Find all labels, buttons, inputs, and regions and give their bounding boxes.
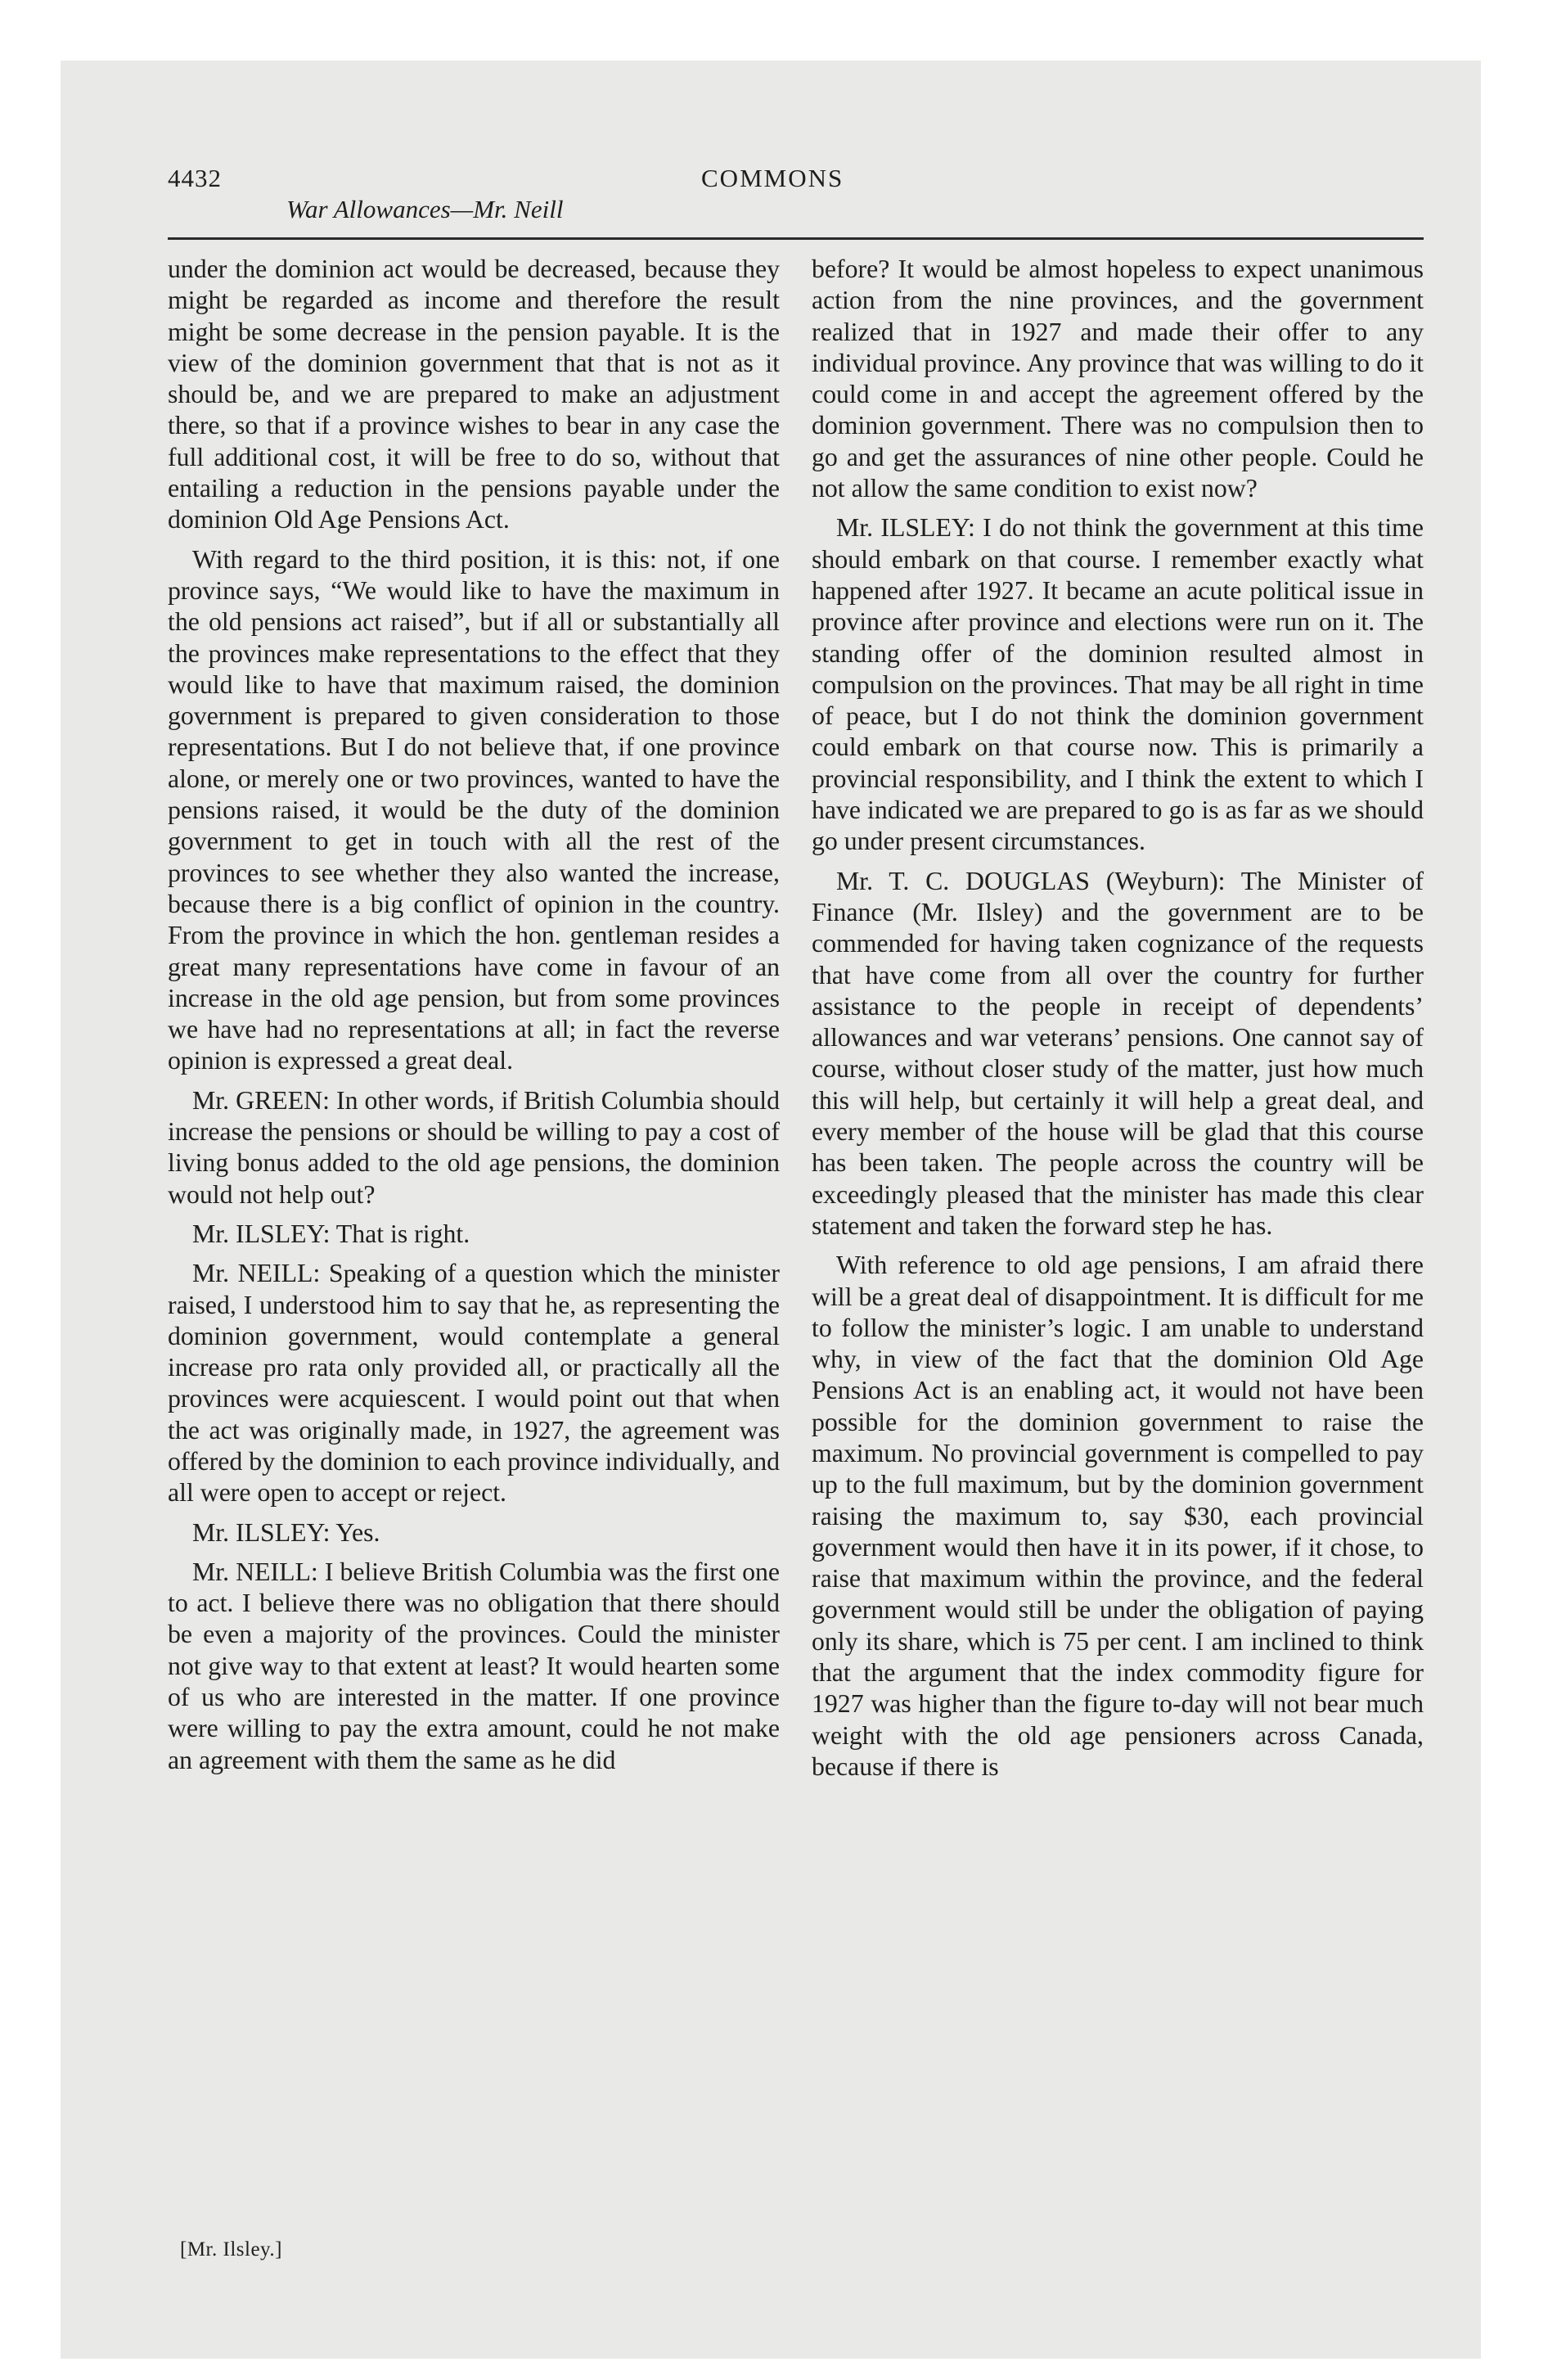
speech-ilsley: Mr. ILSLEY: I do not think the government at this time should embark on that course. I remember exactly what happened after 1927. It became an acute political issue in province after province and elections were run on it. The standing offer of the dominion resulted almost in compulsion on the provinces. That may be all right in time of peace, but I do not think the dominion government could embark on that course now. This is primarily a provincial responsibility, and I think the extent to which I have indicated we are prepared to go is as far as we should go under present circumstances. [812,513,1424,856]
speech-neill: Mr. NEILL: Speaking of a question which the minister raised, I understood him to say that he, as representing the dominion government, would contemplate a general increase pro rata only provided all, or practically all the provinces were acquiescent. I would point out that when the act was originally made, in 1927, the agreement was offered by the dominion to each province individually, and all were open to accept or reject. [168,1259,780,1508]
speech-ilsley: Mr. ILSLEY: Yes. [192,1517,380,1547]
speech-green: Mr. GREEN: In other words, if British Columbia should increase the pensions or should be willing to pay a cost of living bonus added to the old age pensions, the dominion would not help out? [168,1085,780,1209]
running-title: War Allowances—Mr. Neill [286,195,564,223]
speech-ilsley: Mr. ILSLEY: That is right. [192,1219,470,1248]
page-header [168,164,1424,246]
speaker-footnote: [Mr. Ilsley.] [180,2238,282,2261]
left-column [168,254,780,1784]
page-number: 4432 [168,164,222,192]
paragraph: before? It would be almost hopeless to expect unanimous action from the nine provinces, and the government realized that in 1927 and made their offer to any individual province. Any province that was willing to do it could come in and accept the agreement offered by the dominion government. There was no compulsion then to go and get the assurances of nine other people. Could he not allow the same condition to exist now? [812,255,1424,503]
speech-douglas: Mr. T. C. DOUGLAS (Weyburn): The Minister of Finance (Mr. Ilsley) and the government are to be commended for having taken cognizance of the requests that have come from all over the country for further assistance to the people in receipt of dependents’ allowances and war veterans’ pensions. One cannot say of course, without closer study of the matter, just how much this will help, but certainly it will help a great deal, and every member of the house will be glad that this course has been taken. The people across the country will be exceedingly pleased that the minister has made this clear statement and taken the forward step he has. [812,866,1424,1240]
paragraph: With regard to the third position, it is this: not, if one province says, “We would like to have the maximum in the old pensions act raised”, but if all or substantially all the provinces make representations to the effect that they would like to have that maximum raised, the dominion government is prepared to given consideration to those representations. But I do not believe that, if one province alone, or merely one or two provinces, wanted to have the pensions raised, it would be the duty of the dominion government to get in touch with all the rest of the provinces to see whether they also wanted the increase, because there is a big conflict of opinion in the country. From the province in which the hon. gentleman resides a great many representations have come in favour of an increase in the old age pension, but from some provinces we have had no representations at all; in fact the reverse opinion is expressed a great deal. [168,544,780,1075]
header-rule [168,237,1424,240]
section-title: COMMONS [701,164,844,192]
paragraph: under the dominion act would be decreased, because they might be regarded as income and therefore the result might be some decrease in the pension payable. It is the view of the dominion government that that is not as it should be, and we are prepared to make an adjustment there, so that if a province wishes to bear in any case the full additional cost, it will be free to do so, without that entailing a reduction in the pensions payable under the dominion Old Age Pensions Act. [168,255,780,534]
right-column [812,254,1424,1791]
paragraph: With reference to old age pensions, I am afraid there will be a great deal of disappointment. It is difficult for me to follow the minister’s logic. I am unable to understand why, in view of the fact that the dominion Old Age Pensions Act is an enabling act, it would not have been possible for the dominion government to raise the maximum. No provincial government is compelled to pay up to the full maximum, but by the dominion government raising the maximum to, say $30, each provincial government would then have it in its power, if it chose, to raise that maximum within the province, and the federal government would still be under the obligation of paying only its share, which is 75 per cent. I am inclined to think that the argument that the index commodity figure for 1927 was higher than the figure to-day will not bear much weight with the old age pensioners across Canada, because if there is [812,1251,1424,1781]
speech-neill: Mr. NEILL: I believe British Columbia was the first one to act. I believe there was no obligation that there should be even a majority of the provinces. Could the minister not give way to that extent at least? It would hearten some of us who are interested in the matter. If one province were willing to pay the extra amount, could he not make an agreement with them the same as he did [168,1557,780,1774]
